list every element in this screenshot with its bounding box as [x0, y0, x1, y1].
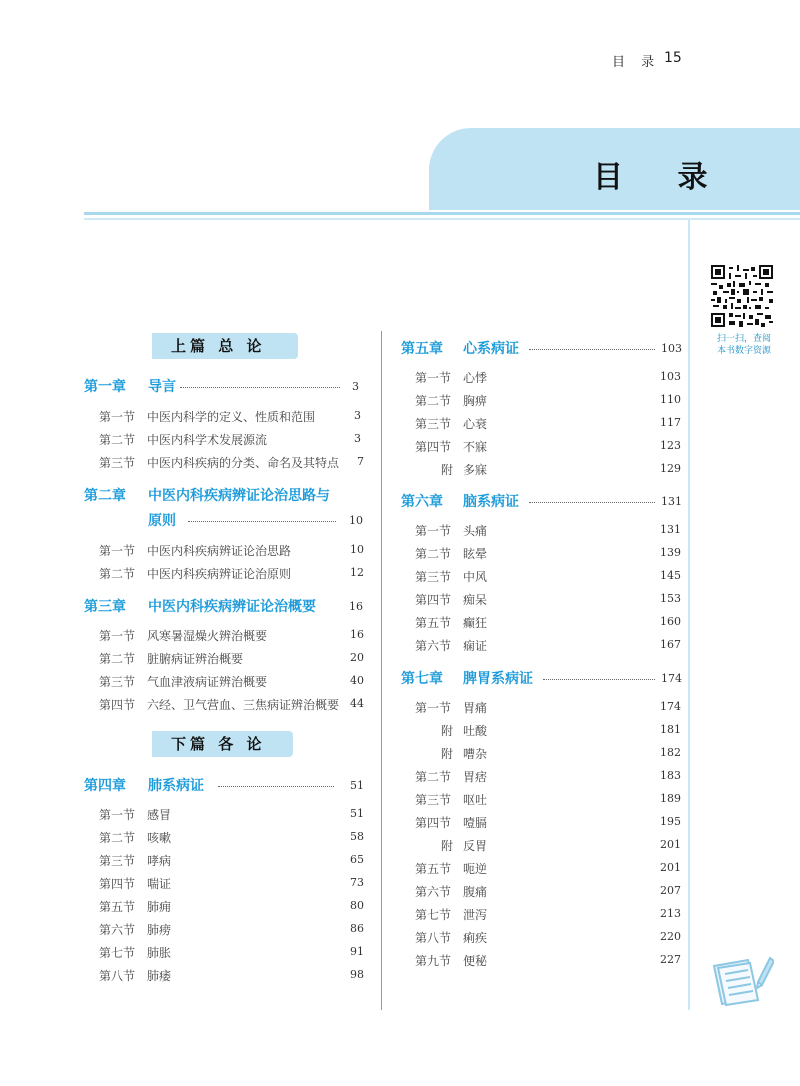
qr-caption-line1: 扫一扫，查阅 [716, 334, 771, 344]
toc-section[interactable] [415, 591, 681, 609]
section-title: 呃逆 [463, 862, 488, 876]
section-label: 第六节 [415, 885, 452, 899]
section-title: 中医内科疾病的分类、命名及其特点 [147, 456, 340, 470]
section-title: 呕吐 [463, 793, 488, 807]
chapter-2-entry[interactable] [84, 485, 366, 507]
section-title: 痴呆 [463, 593, 488, 607]
section-label: 第六节 [415, 639, 452, 653]
page-ref: 51 [350, 779, 364, 792]
page-ref: 103 [661, 342, 682, 355]
section-title: 癫狂 [463, 616, 488, 630]
toc-section[interactable] [99, 696, 369, 714]
chapter-7-entry[interactable] [401, 668, 681, 690]
page-ref: 131 [661, 495, 682, 508]
section-title: 痫证 [463, 639, 488, 653]
page-ref: 3 [354, 409, 361, 422]
section-title: 噎膈 [463, 816, 488, 830]
chapter-6-entry[interactable] [401, 491, 681, 513]
section-label: 第一节 [415, 701, 452, 715]
section-title: 嘈杂 [463, 747, 488, 761]
section-label: 第一节 [99, 544, 136, 558]
section-label: 第三节 [415, 570, 452, 584]
section-title: 感冒 [147, 808, 172, 822]
toc-section[interactable] [99, 921, 365, 939]
section-title: 肺痨 [147, 923, 172, 937]
toc-section[interactable] [415, 438, 681, 456]
section-title: 哮病 [147, 854, 172, 868]
page-ref: 167 [660, 638, 681, 651]
page-ref: 58 [350, 830, 364, 843]
page-ref: 207 [660, 884, 681, 897]
page-ref: 80 [350, 899, 364, 912]
chapter-3-entry[interactable] [84, 596, 366, 618]
page-ref: 160 [660, 615, 681, 628]
chapter-title: 中医内科疾病辨证论治概要 [148, 599, 316, 615]
chapter-label: 第二章 [84, 488, 126, 504]
page-ref: 181 [660, 723, 681, 736]
qr-caption-line2: 本书数字资源 [716, 346, 771, 356]
section-title: 喘证 [147, 877, 172, 891]
toc-section[interactable] [415, 369, 681, 387]
running-header: 目 录 [612, 55, 661, 70]
page-ref: 129 [660, 462, 681, 475]
section-title: 肺痈 [147, 900, 172, 914]
section-label: 第九节 [415, 954, 452, 968]
toc-section[interactable] [99, 875, 365, 893]
page-ref: 139 [660, 546, 681, 559]
section-title: 便秘 [463, 954, 488, 968]
chapter-title: 导言 [148, 379, 176, 395]
section-label: 附 [441, 839, 454, 853]
page-ref: 201 [660, 838, 681, 851]
page-ref: 3 [352, 380, 359, 393]
section-title: 中医内科疾病辨证论治思路 [147, 544, 292, 558]
toc-section[interactable] [415, 699, 681, 717]
chapter-title-line2: 原则 [148, 513, 176, 529]
toc-section[interactable] [99, 650, 365, 668]
section-title: 脏腑病证辨治概要 [147, 652, 244, 666]
dot-leader [529, 502, 655, 503]
page-ref: 91 [350, 945, 364, 958]
page-ref: 65 [350, 853, 364, 866]
page-ref: 117 [660, 416, 681, 429]
title-underline-thin [84, 218, 800, 220]
section-label: 第三节 [415, 417, 452, 431]
section-label: 第二节 [99, 652, 136, 666]
section-title: 气血津液病证辨治概要 [147, 675, 268, 689]
section-label: 第一节 [99, 410, 136, 424]
part-banner-lower: 下篇 各 论 [157, 731, 293, 757]
section-label: 第二节 [415, 547, 452, 561]
section-label: 第七节 [99, 946, 136, 960]
section-label: 第四节 [99, 698, 136, 712]
toc-section[interactable] [99, 944, 365, 962]
chapter-title-line1: 中医内科疾病辨证论治思路与 [148, 488, 330, 504]
section-title: 多寐 [463, 463, 488, 477]
page-ref: 189 [660, 792, 681, 805]
part-banner-upper: 上篇 总 论 [157, 333, 298, 359]
section-label: 附 [441, 747, 454, 761]
section-title: 眩晕 [463, 547, 488, 561]
section-label: 第一节 [99, 629, 136, 643]
toc-section[interactable] [415, 722, 681, 740]
toc-section[interactable] [415, 791, 681, 809]
toc-section[interactable] [415, 906, 681, 924]
section-title: 腹痛 [463, 885, 488, 899]
page-ref: 16 [349, 600, 363, 613]
section-title: 痢疾 [463, 931, 488, 945]
section-label: 第六节 [99, 923, 136, 937]
chapter-title: 肺系病证 [148, 778, 204, 794]
page-ref: 20 [350, 651, 364, 664]
section-title: 胸痹 [463, 394, 488, 408]
toc-section[interactable] [99, 627, 365, 645]
page-ref: 131 [660, 523, 681, 536]
page-ref: 182 [660, 746, 681, 759]
section-title: 肺痿 [147, 969, 172, 983]
toc-section[interactable] [415, 545, 681, 563]
section-label: 第五节 [415, 616, 452, 630]
chapter-label: 第七章 [401, 671, 443, 687]
section-label: 第二节 [99, 831, 136, 845]
toc-section[interactable] [415, 415, 681, 433]
section-label: 第三节 [415, 793, 452, 807]
title-underline [84, 212, 800, 215]
section-label: 附 [441, 724, 454, 738]
section-title: 头痛 [463, 524, 488, 538]
section-label: 第三节 [99, 854, 136, 868]
section-label: 第八节 [99, 969, 136, 983]
toc-section[interactable] [99, 829, 365, 847]
page-ref: 145 [660, 569, 681, 582]
page-ref: 183 [660, 769, 681, 782]
page-number: 15 [664, 50, 682, 66]
section-label: 第二节 [415, 394, 452, 408]
section-label: 第四节 [99, 877, 136, 891]
margin-rule [688, 220, 690, 1010]
section-title: 不寐 [463, 440, 488, 454]
page-ref: 103 [660, 370, 681, 383]
section-label: 第三节 [99, 675, 136, 689]
section-label: 第一节 [99, 808, 136, 822]
notebook-pen-icon [708, 952, 774, 1008]
toc-section[interactable] [415, 745, 681, 763]
page-ref: 195 [660, 815, 681, 828]
page-ref: 153 [660, 592, 681, 605]
section-title: 中医内科学的定义、性质和范围 [147, 410, 316, 424]
toc-section[interactable] [415, 568, 681, 586]
page-ref: 40 [350, 674, 364, 687]
section-title: 咳嗽 [147, 831, 172, 845]
section-title: 六经、卫气营血、三焦病证辨治概要 [147, 698, 340, 712]
section-label: 第四节 [415, 816, 452, 830]
qr-caption [704, 333, 784, 357]
section-title: 反胃 [463, 839, 488, 853]
section-title: 中风 [463, 570, 488, 584]
toc-section[interactable] [99, 431, 365, 449]
chapter-title: 脾胃系病证 [463, 671, 533, 687]
dot-leader [218, 786, 334, 787]
toc-section[interactable] [99, 408, 365, 426]
section-label: 第八节 [415, 931, 452, 945]
page-ref: 201 [660, 861, 681, 874]
chapter-5-entry[interactable] [401, 338, 681, 360]
dot-leader [188, 521, 336, 522]
page-ref: 123 [660, 439, 681, 452]
dot-leader [529, 349, 655, 350]
section-label: 第三节 [99, 456, 136, 470]
toc-section[interactable] [415, 461, 681, 479]
section-label: 第一节 [415, 371, 452, 385]
page-ref: 16 [350, 628, 364, 641]
page-ref: 7 [357, 455, 364, 468]
toc-section[interactable] [415, 883, 681, 901]
section-label: 第二节 [415, 770, 452, 784]
page-ref: 110 [660, 393, 681, 406]
toc-section[interactable] [415, 768, 681, 786]
section-title: 心悸 [463, 371, 488, 385]
page-ref: 3 [354, 432, 361, 445]
toc-section[interactable] [99, 967, 365, 985]
toc-section[interactable] [99, 852, 365, 870]
toc-section[interactable] [99, 542, 365, 560]
page-ref: 98 [350, 968, 364, 981]
toc-section[interactable] [99, 806, 365, 824]
page-ref: 174 [660, 700, 681, 713]
section-label: 第四节 [415, 593, 452, 607]
page-ref: 86 [350, 922, 364, 935]
chapter-title: 心系病证 [463, 341, 519, 357]
toc-section[interactable] [415, 637, 681, 655]
chapter-label: 第六章 [401, 494, 443, 510]
toc-section[interactable] [415, 614, 681, 632]
page-ref: 10 [349, 514, 363, 527]
toc-section[interactable] [415, 860, 681, 878]
section-label: 第二节 [99, 567, 136, 581]
page-ref: 51 [350, 807, 364, 820]
toc-section[interactable] [415, 392, 681, 410]
chapter-2-entry-cont[interactable] [84, 510, 366, 532]
chapter-label: 第五章 [401, 341, 443, 357]
chapter-label: 第一章 [84, 379, 126, 395]
toc-section[interactable] [415, 929, 681, 947]
toc-section[interactable] [415, 814, 681, 832]
page-ref: 227 [660, 953, 681, 966]
section-title: 心衰 [463, 417, 488, 431]
section-title: 中医内科学术发展源流 [147, 433, 268, 447]
toc-section[interactable] [99, 565, 365, 583]
section-label: 第二节 [99, 433, 136, 447]
page-ref: 44 [350, 697, 364, 710]
chapter-label: 第三章 [84, 599, 126, 615]
page-ref: 213 [660, 907, 681, 920]
section-label: 第五节 [415, 862, 452, 876]
chapter-4-entry[interactable] [84, 775, 366, 797]
column-divider [381, 331, 382, 1010]
page-ref: 10 [350, 543, 364, 556]
page-ref: 174 [661, 672, 682, 685]
section-title: 吐酸 [463, 724, 488, 738]
section-label: 第一节 [415, 524, 452, 538]
toc-section[interactable] [415, 837, 681, 855]
section-title: 肺胀 [147, 946, 172, 960]
chapter-label: 第四章 [84, 778, 126, 794]
chapter-title: 脑系病证 [463, 494, 519, 510]
page-ref: 220 [660, 930, 681, 943]
section-label: 附 [441, 463, 454, 477]
dot-leader [543, 679, 655, 680]
section-label: 第五节 [99, 900, 136, 914]
dot-leader [180, 387, 340, 388]
section-title: 中医内科疾病辨证论治原则 [147, 567, 292, 581]
section-title: 胃痛 [463, 701, 488, 715]
toc-section[interactable] [415, 952, 681, 970]
page-title: 目 录 [593, 160, 730, 195]
section-title: 胃痞 [463, 770, 488, 784]
toc-section[interactable] [99, 673, 365, 691]
toc-section[interactable] [99, 898, 365, 916]
section-title: 风寒暑湿燥火辨治概要 [147, 629, 268, 643]
section-label: 第四节 [415, 440, 452, 454]
page-ref: 12 [350, 566, 364, 579]
qr-code-icon[interactable] [711, 265, 773, 327]
section-title: 泄泻 [463, 908, 488, 922]
toc-section[interactable] [415, 522, 681, 540]
page-ref: 73 [350, 876, 364, 889]
chapter-1-entry[interactable] [84, 376, 366, 398]
toc-section[interactable] [99, 454, 365, 472]
section-label: 第七节 [415, 908, 452, 922]
